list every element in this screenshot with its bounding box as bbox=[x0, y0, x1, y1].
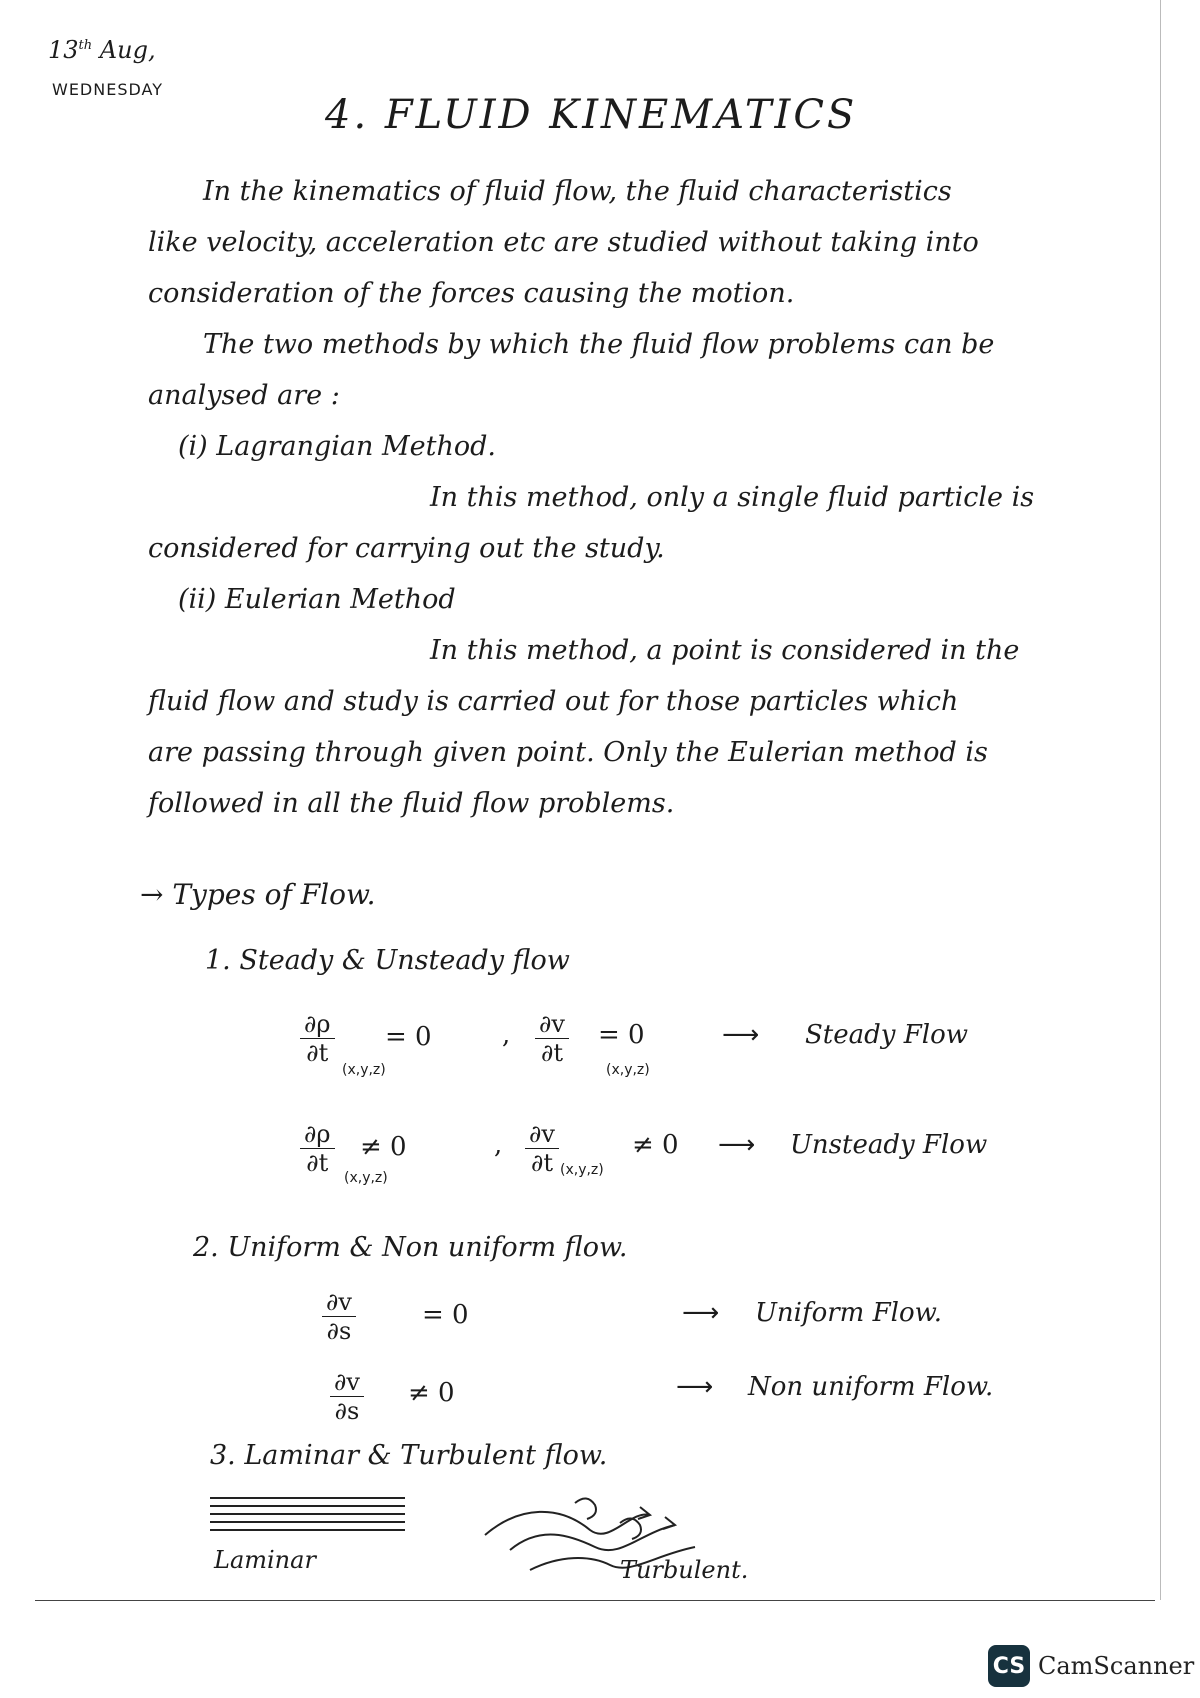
intro-line: consideration of the forces causing the motion. bbox=[148, 278, 795, 309]
fraction-dv-ds: $\frac{\partial v}{\partial s}$ bbox=[330, 1368, 364, 1425]
page-bottom-rule bbox=[35, 1600, 1155, 1601]
intro-line: like velocity, acceleration etc are studied without taking into bbox=[148, 227, 979, 258]
intro-line: In the kinematics of fluid flow, the fluid characteristics bbox=[203, 176, 952, 207]
laminar-label: Laminar bbox=[214, 1546, 316, 1574]
camscanner-badge-icon: CS bbox=[988, 1645, 1030, 1687]
turbulent-label: Turbulent. bbox=[620, 1556, 749, 1584]
page-edge-line bbox=[1160, 0, 1161, 1600]
equals-zero: = 0 bbox=[422, 1300, 469, 1330]
lagrangian-heading: (i) Lagrangian Method. bbox=[178, 431, 496, 462]
type-3-heading: 3. Laminar & Turbulent flow. bbox=[210, 1440, 608, 1471]
unsteady-flow-result: Unsteady Flow bbox=[790, 1130, 988, 1160]
arrow-icon: ⟶ bbox=[676, 1372, 714, 1402]
nonuniform-flow-result: Non uniform Flow. bbox=[748, 1372, 994, 1402]
intro-line: The two methods by which the fluid flow problems can be bbox=[203, 329, 995, 360]
subscript-xyz: (x,y,z) bbox=[560, 1162, 604, 1178]
type-1-heading: 1. Steady & Unsteady flow bbox=[205, 945, 570, 976]
eulerian-heading: (ii) Eulerian Method bbox=[178, 584, 456, 615]
intro-paragraph bbox=[148, 166, 1034, 829]
subscript-xyz: (x,y,z) bbox=[606, 1062, 650, 1078]
equals-zero: = 0 bbox=[598, 1020, 645, 1050]
fraction-dv-ds: $\frac{\partial v}{\partial s}$ bbox=[322, 1288, 356, 1345]
note-date: 13th Aug, bbox=[48, 36, 156, 64]
lagrangian-line: considered for carrying out the study. bbox=[148, 533, 665, 564]
laminar-lines-sketch bbox=[205, 1490, 415, 1540]
comma: , bbox=[502, 1020, 511, 1050]
not-equal-zero: ≠ 0 bbox=[360, 1132, 407, 1162]
fraction-drho-dt: $\frac{\partial\rho}{\partial t}$ bbox=[300, 1010, 335, 1067]
eulerian-line: are passing through given point. Only the Eulerian method is bbox=[148, 737, 988, 768]
equals-zero: = 0 bbox=[385, 1022, 432, 1052]
eulerian-line: fluid flow and study is carried out for those particles which bbox=[148, 686, 959, 717]
subscript-xyz: (x,y,z) bbox=[342, 1062, 386, 1078]
camscanner-text: CamScanner bbox=[1038, 1652, 1195, 1680]
eulerian-line: followed in all the fluid flow problems. bbox=[148, 788, 675, 819]
arrow-icon: ⟶ bbox=[722, 1020, 760, 1050]
note-day: WEDNESDAY bbox=[52, 80, 163, 99]
type-2-heading: 2. Uniform & Non uniform flow. bbox=[193, 1232, 628, 1263]
intro-line: analysed are : bbox=[148, 380, 340, 411]
fraction-drho-dt: $\frac{\partial\rho}{\partial t}$ bbox=[300, 1120, 335, 1177]
page-title: 4. FLUID KINEMATICS bbox=[325, 92, 858, 138]
arrow-icon: ⟶ bbox=[682, 1298, 720, 1328]
arrow-icon: ⟶ bbox=[718, 1130, 756, 1160]
fraction-dv-dt: $\frac{\partial v}{\partial t}$ bbox=[525, 1120, 559, 1177]
comma: , bbox=[494, 1130, 503, 1160]
fraction-dv-dt: $\frac{\partial v}{\partial t}$ bbox=[535, 1010, 569, 1067]
eulerian-line: In this method, a point is considered in the bbox=[430, 635, 1020, 666]
not-equal-zero: ≠ 0 bbox=[632, 1130, 679, 1160]
not-equal-zero: ≠ 0 bbox=[408, 1378, 455, 1408]
uniform-flow-result: Uniform Flow. bbox=[755, 1298, 943, 1328]
lagrangian-line: In this method, only a single fluid particle is bbox=[430, 482, 1035, 513]
steady-flow-result: Steady Flow bbox=[805, 1020, 969, 1050]
types-heading: → Types of Flow. bbox=[140, 878, 376, 911]
camscanner-logo bbox=[988, 1645, 1194, 1687]
subscript-xyz: (x,y,z) bbox=[344, 1170, 388, 1186]
